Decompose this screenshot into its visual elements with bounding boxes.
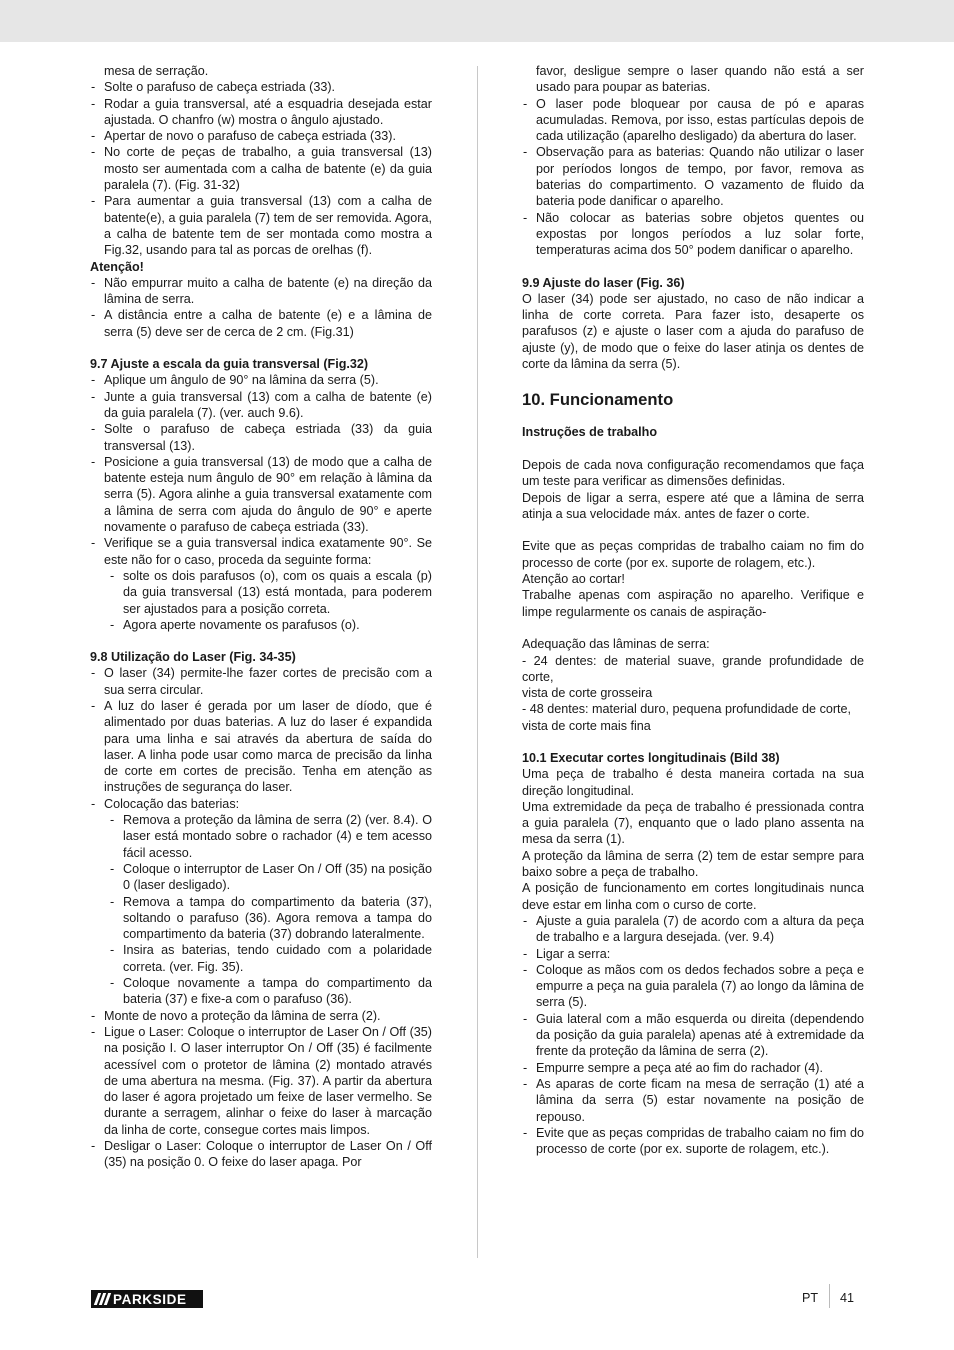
list-item: - Apertar de novo o parafuso de cabeça estriada (33). (90, 128, 432, 144)
spacer (522, 620, 864, 636)
list-item: - No corte de peças de trabalho, a guia transversal (13) mosto ser aumentada com a calha de batente (e) da guia paralela (7). (Fig. 31-32) (90, 144, 432, 193)
sub-list-item: - Agora aperte novamente os parafusos (o). (90, 617, 432, 633)
list-item: - O laser (34) permite-lhe fazer cortes de precisão com a sua serra circular. (90, 665, 432, 698)
paragraph: A posição de funcionamento em cortes longitudinais nunca deve estar em linha com o curso de corte. (522, 881, 864, 912)
paragraph: Uma extremidade da peça de trabalho é pressionada contra a guia paralela (7), enquanto que o lado plano assenta na mesa da serra (1). (522, 799, 864, 847)
spacer (522, 441, 864, 457)
list-item: - Não empurrar muito a calha de batente (e) na direção da lâmina de serra. (90, 275, 432, 308)
sub-list-item: - solte os dois parafusos (o), com os quais a escala (p) da guia transversal (13) está montada, para poderem ser ajustados para a posição correta. (90, 568, 432, 617)
list-item: - Rodar a guia transversal, até a esquadria desejada estar ajustada. O chanfro (w) mostra o ângulo ajustado. (90, 96, 432, 129)
sub-list-item: - Insira as baterias, tendo cuidado com a polaridade correta. (ver. Fig. 35). (90, 942, 432, 975)
paragraph: vista de corte grosseira (522, 686, 653, 701)
paragraph: A proteção da lâmina de serra (2) tem de estar sempre para baixo sobre a peça de trabalho. (522, 848, 864, 880)
paragraph: Trabalhe apenas com aspiração no aparelho. Verifique e limpe regularmente os canais de aspiração- (522, 588, 864, 619)
list-item: - Ajuste a guia paralela (7) de acordo com a altura da peça de trabalho e a largura desejada. (ver. 9.4) (522, 913, 864, 946)
paragraph: vista de corte mais fina (522, 718, 651, 733)
page-number: 41 (840, 1291, 855, 1305)
list-item: - O laser pode bloquear por causa de pó e aparas acumuladas. Remova, por isso, estas partículas depois de cada utilização (aparelho desligado) da abertura do laser. (522, 96, 864, 145)
paragraph: - 24 dentes: de material suave, grande profundidade de corte, (522, 653, 864, 684)
section-heading-10-1: 10.1 Executar cortes longitudinais (Bild 38) (522, 750, 780, 765)
list-item: - Não colocar as baterias sobre objetos quentes ou expostas por longos períodos a luz solar forte, temperaturas acima dos 50° podem danificar o aparelho. (522, 210, 864, 259)
header-band (0, 0, 954, 42)
sub-list-item: - Remova a proteção da lâmina de serra (2) (ver. 8.4). O laser está montado sobre o rachador (4) e tem acesso fácil acesso. (90, 812, 432, 861)
paragraph: Depois de ligar a serra, espere até que a lâmina de serra atinja a sua velocidade máx. antes de fazer o corte. (522, 490, 864, 521)
warning-label: Atenção! (90, 259, 144, 274)
list-item: - Ligue o Laser: Coloque o interruptor de Laser On / Off (35) na posição I. O laser interruptor On / Off (35) é facilmente acessível com o protetor de lâmina (2) montado através de uma abertura na mesma. (Fig. 37). A partir da abertura do laser é agora projetado um feixe de laser vermelho. Se durante a serragem, alinhar o feixe do laser à marcação da linha de corte, consegue cortes mais limpos. (90, 1024, 432, 1138)
paragraph: Depois de cada nova configuração recomendamos que faça um teste para verificar as dimensões definidas. (522, 457, 864, 489)
list-item: - Observação para as baterias: Quando não utilizar o laser por períodos longos de tempo, por favor, remova as baterias do compartimento. O vazamento de fluido da bateria pode danificar o aparelho. (522, 144, 864, 209)
subheading-work-instructions: Instruções de trabalho (522, 425, 658, 440)
list-item: - Verifique se a guia transversal indica exatamente 90°. Se este não for o caso, proceda da seguinte forma: (90, 535, 432, 568)
chapter-heading-10: 10. Funcionamento (522, 390, 674, 410)
parkside-logo (91, 1290, 203, 1308)
list-item: - As aparas de corte ficam na mesa de serração (1) até a lâmina da serra (5) estar novamente na posição de repouso. (522, 1076, 864, 1125)
list-item: - Posicione a guia transversal (13) de modo que a calha de batente esteja num ângulo de 90° em relação à lâmina da serra (5). Agora alinhe a guia transversal exatamente com a lâmina de serra com ajuda do ângulo de 90° e aperte novamente o parafuso de cabeça estriada (33). (90, 454, 432, 535)
footer-separator (829, 1284, 830, 1308)
list-item: - Solte o parafuso de cabeça estriada (33). (90, 79, 432, 95)
left-column (90, 63, 432, 1171)
list-item: - A luz do laser é gerada por um laser de díodo, que é alimentado por duas baterias. A luz do laser é expandida para uma linha e sai através da abertura de saída do laser. A linha pode usar como marca de precisão da linha de corte em cortes de precisão. Tenha em atenção as instruções de segurança do laser. (90, 698, 432, 796)
right-column (522, 63, 864, 1157)
paragraph: Evite que as peças compridas de trabalho caiam no fim do processo de corte (por ex. suporte de rolagem, etc.). (522, 539, 864, 570)
list-item: - Aplique um ângulo de 90° na lâmina da serra (5). (90, 372, 432, 388)
list-item: - Monte de novo a proteção da lâmina de serra (2). (90, 1008, 432, 1024)
text-line: mesa de serração. (104, 64, 209, 78)
brand-name: PARKSIDE (113, 1291, 187, 1307)
list-item: - Colocação das baterias: (90, 796, 432, 812)
list-item: - Desligar o Laser: Coloque o interruptor de Laser On / Off (35) na posição 0. O feixe do laser apaga. Por (90, 1138, 432, 1171)
paragraph: O laser (34) pode ser ajustado, no caso de não indicar a linha de corte correta. Para fazer isto, desaperte os parafusos (z) e ajuste o laser com a ajuda do parafuso de ajuste (y), de modo que o feixe do laser atinja os dentes de corte da lâmina da serra (5). (522, 291, 864, 372)
sub-list-item: - Remova a tampa do compartimento da bateria (37), soltando o parafuso (36). Agora remova a tampa do compartimento da bateria (37) dobrando lateralmente. (90, 894, 432, 943)
section-heading-9-7: 9.7 Ajuste a escala da guia transversal (Fig.32) (90, 357, 369, 372)
list-item: - Para aumentar a guia transversal (13) com a calha de batente(e), a guia paralela (7) tem de ser removida. Agora, a calha de batente tem de ser montada como mostra a Fig.32, usando para tal as porcas de orelhas (f). (90, 193, 432, 258)
paragraph: - 48 dentes: material duro, pequena profundidade de corte, (522, 702, 852, 717)
list-item: - A distância entre a calha de batente (e) e a lâmina de serra (5) deve ser de cerca de 2 cm. (Fig.31) (90, 307, 432, 340)
column-divider (477, 66, 478, 1258)
list-item: - Empurre sempre a peça até ao fim do rachador (4). (522, 1060, 864, 1076)
list-item: - Guia lateral com a mão esquerda ou direita (dependendo da posição da guia paralela) apenas até à extremidade da frente da proteção da lâmina de serra (2). (522, 1011, 864, 1060)
list-item: - Coloque as mãos com os dedos fechados sobre a peça e empurre a peça na guia paralela (7) ao longo da lâmina de serra (5). (522, 962, 864, 1011)
text-line: favor, desligue sempre o laser quando não está a ser usado para poupar as baterias. (536, 64, 864, 95)
paragraph: Adequação das lâminas de serra: (522, 637, 710, 652)
language-code: PT (802, 1291, 819, 1305)
list-item: - Junte a guia transversal (13) com a calha de batente (e) da guia paralela (7). (ver. auch 9.6). (90, 389, 432, 422)
spacer (522, 522, 864, 538)
list-item: - Solte o parafuso de cabeça estriada (33) da guia transversal (13). (90, 421, 432, 454)
logo-stripes-icon (91, 1290, 113, 1308)
paragraph: Uma peça de trabalho é desta maneira cortada na sua direção longitudinal. (522, 767, 864, 798)
section-heading-9-8: 9.8 Utilização do Laser (Fig. 34-35) (90, 650, 296, 665)
list-item: - Evite que as peças compridas de trabalho caiam no fim do processo de corte (por ex. suporte de rolagem, etc.). (522, 1125, 864, 1158)
sub-list-item: - Coloque o interruptor de Laser On / Off (35) na posição 0 (laser desligado). (90, 861, 432, 894)
paragraph: Atenção ao cortar! (522, 572, 625, 587)
sub-list-item: - Coloque novamente a tampa do compartimento da bateria (37) e fixe-a com o parafuso (36). (90, 975, 432, 1008)
list-item: - Ligar a serra: (522, 946, 864, 962)
section-heading-9-9: 9.9 Ajuste do laser (Fig. 36) (522, 275, 685, 290)
